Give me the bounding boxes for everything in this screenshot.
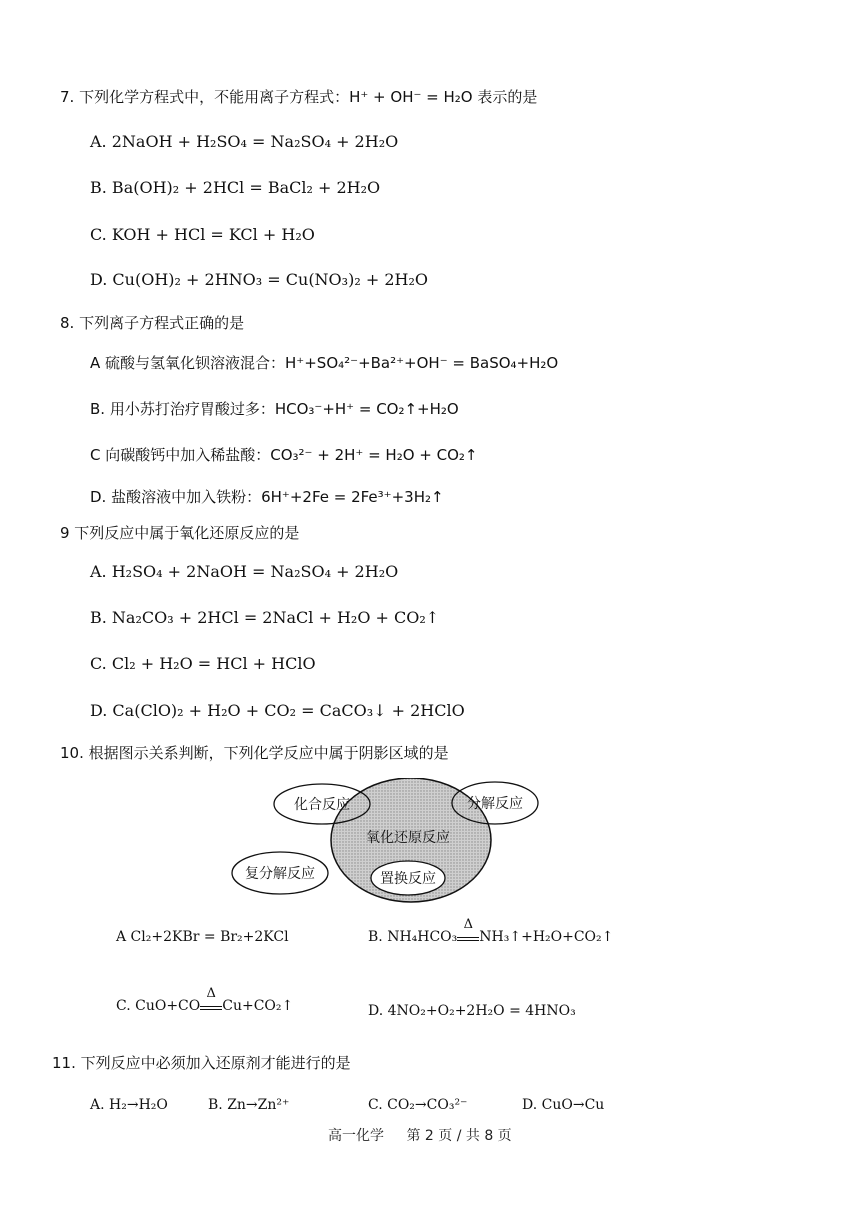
q9-option-d: D. Ca(ClO)₂ + H₂O + CO₂ = CaCO₃↓ + 2HClO (90, 701, 465, 720)
q7-option-b: B. Ba(OH)₂ + 2HCl = BaCl₂ + 2H₂O (90, 178, 381, 197)
label-combination: 化合反应 (294, 797, 350, 813)
label-double-decomposition: 复分解反应 (245, 866, 315, 882)
heat-equals-sign (200, 986, 222, 1010)
q11-option-c: C. CO₂→CO₃²⁻ (368, 1097, 468, 1113)
q10-option-b-reactant: B. NH₄HCO₃ (368, 929, 458, 945)
q9-option-b: B. Na₂CO₃ + 2HCl = 2NaCl + H₂O + CO₂↑ (90, 608, 440, 627)
q9-option-c: C. Cl₂ + H₂O = HCl + HClO (90, 654, 316, 673)
label-redox: 氧化还原反应 (366, 830, 450, 846)
heat-equals-sign (457, 917, 479, 941)
q7-stem: 7. 下列化学方程式中，不能用离子方程式：H⁺ + OH⁻ = H₂O 表示的是 (60, 88, 538, 106)
label-displacement: 置换反应 (380, 871, 436, 887)
q11-option-a: A. H₂→H₂O (90, 1097, 168, 1113)
q10-option-c-reactant: C. CuO+CO (116, 998, 201, 1014)
q10-option-b-product: NH₃↑+H₂O+CO₂↑ (479, 929, 614, 945)
heat-symbol: Δ (206, 986, 216, 1001)
q8-option-c: C 向碳酸钙中加入稀盐酸：CO₃²⁻ + 2H⁺ = H₂O + CO₂↑ (90, 446, 478, 464)
q9-stem: 9 下列反应中属于氧化还原反应的是 (60, 524, 300, 542)
footer-page-number: 第 2 页 / 共 8 页 (406, 1128, 512, 1144)
q10-option-b (368, 917, 614, 945)
q8-option-d: D. 盐酸溶液中加入铁粉：6H⁺+2Fe = 2Fe³⁺+3H₂↑ (90, 488, 444, 506)
q10-option-a: A Cl₂+2KBr = Br₂+2KCl (116, 929, 289, 945)
q8-option-a: A 硫酸与氢氧化钡溶液混合：H⁺+SO₄²⁻+Ba²⁺+OH⁻ = BaSO₄+H₂O (90, 354, 559, 372)
q11-option-d: D. CuO→Cu (522, 1097, 605, 1113)
q7-option-c: C. KOH + HCl = KCl + H₂O (90, 225, 315, 244)
q7-option-d: D. Cu(OH)₂ + 2HNO₃ = Cu(NO₃)₂ + 2H₂O (90, 270, 428, 289)
q9-option-a: A. H₂SO₄ + 2NaOH = Na₂SO₄ + 2H₂O (90, 562, 399, 581)
footer-subject: 高一化学 (328, 1128, 384, 1144)
label-decomposition: 分解反应 (467, 796, 523, 812)
page-footer (328, 1125, 530, 1145)
q11-stem: 11. 下列反应中必须加入还原剂才能进行的是 (52, 1054, 351, 1072)
heat-symbol: Δ (463, 917, 473, 932)
q10-option-c-product: Cu+CO₂↑ (222, 998, 294, 1014)
reaction-venn-diagram (228, 778, 548, 908)
q7-option-a: A. 2NaOH + H₂SO₄ = Na₂SO₄ + 2H₂O (90, 132, 399, 151)
q8-option-b: B. 用小苏打治疗胃酸过多：HCO₃⁻+H⁺ = CO₂↑+H₂O (90, 400, 459, 418)
q10-option-c (116, 986, 294, 1014)
q10-option-d: D. 4NO₂+O₂+2H₂O = 4HNO₃ (368, 1003, 576, 1019)
q11-option-b: B. Zn→Zn²⁺ (208, 1097, 290, 1113)
q10-stem: 10. 根据图示关系判断，下列化学反应中属于阴影区域的是 (60, 744, 449, 762)
q8-stem: 8. 下列离子方程式正确的是 (60, 314, 245, 332)
